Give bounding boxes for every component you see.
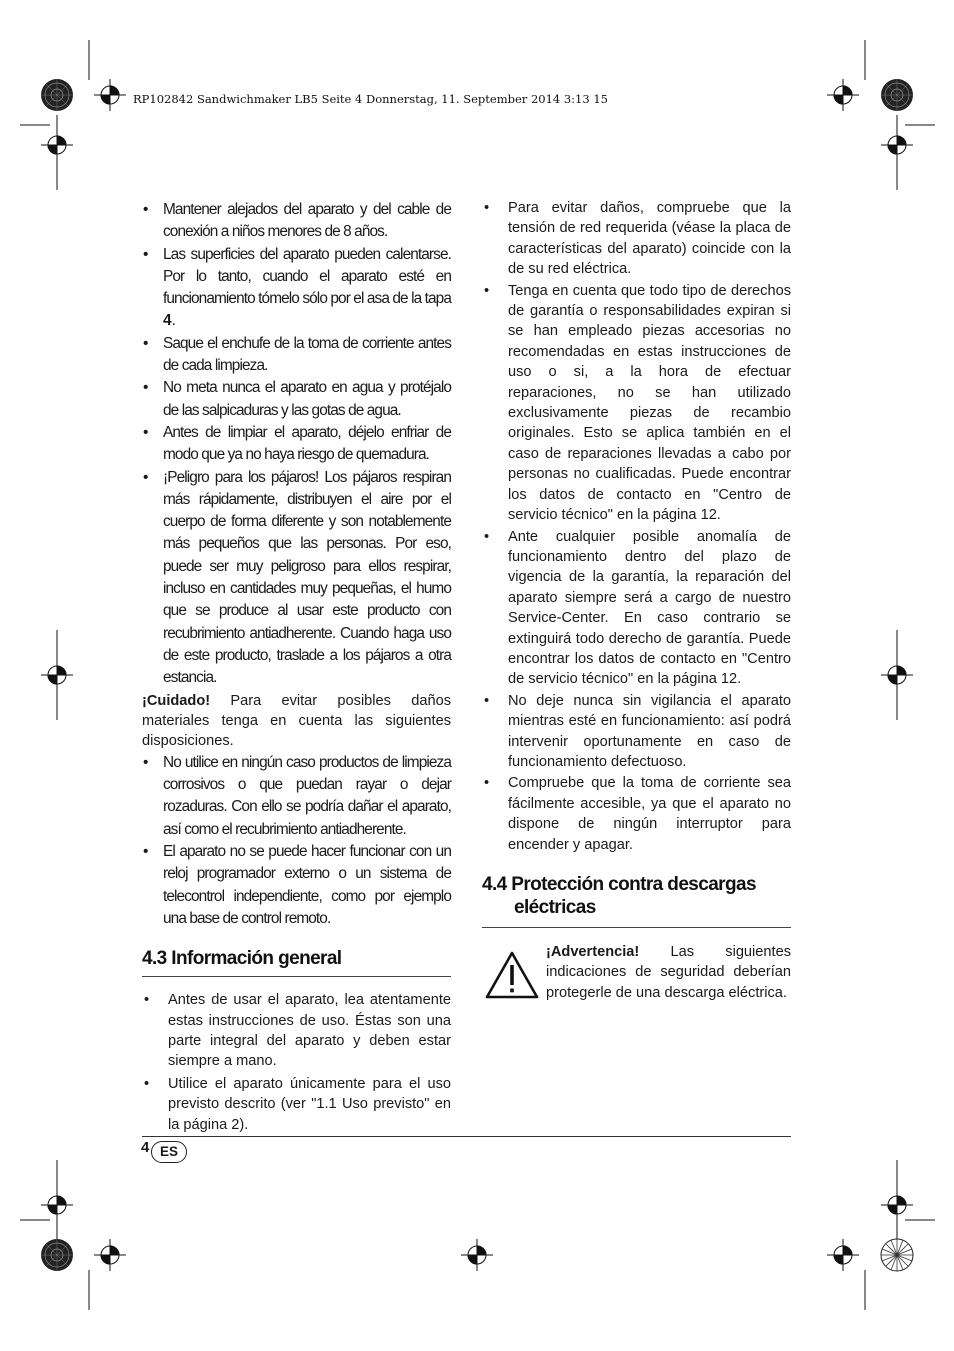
page-number: 4 — [141, 1139, 150, 1156]
list-item: • ¡Peligro para los pájaros! Los pájaros respiran más rápidamente, distribuyen el aire por el cuerpo de forma diferente y son notablemente más pequeños que las personas. Por eso, puede ser muy peligroso para ellos respirar, incluso en cantidades muy pequeñas, el humo que se produce al usar este producto con recubrimiento antiadherente. Cuando haga uso de este producto, traslade a los pájaros a otra estancia. — [143, 468, 451, 687]
print-header: RP102842 Sandwichmaker LB5 Seite 4 Donnerstag, 11. September 2014 3:13 15 — [133, 92, 608, 106]
caution-label: ¡Cuidado! — [142, 692, 211, 709]
bullet-icon: • — [143, 334, 148, 352]
starburst-mark-top-right — [881, 79, 913, 111]
bullet-icon: • — [143, 201, 148, 218]
list-item: • El aparato no se puede hacer funcionar con un reloj programador externo o un sistema de telecontrol independiente, como por ejemplo una base de control remoto. — [143, 842, 451, 927]
registration-mark-top-right — [827, 79, 859, 111]
warning-label: ¡Advertencia! — [546, 944, 640, 960]
registration-mark-left-lower — [41, 1189, 73, 1221]
registration-mark-right-middle — [881, 659, 913, 691]
bullet-icon: • — [143, 379, 148, 397]
registration-mark-left-middle — [41, 659, 73, 691]
bullet-icon: • — [484, 692, 490, 709]
list-item: • Ante cualquier posible anomalía de funcionamiento dentro del plazo de vigencia de la garantía, la reparación del aparato siempre será a cargo de nuestro Service-Center. En caso contrario se extinguirá todo derecho de garantía. Puede encontrar los datos de contacto en "Centro de servicio técnico" en la página 12. — [484, 528, 791, 688]
bullet-icon: • — [484, 200, 490, 216]
registration-mark-bottom-left — [94, 1239, 126, 1271]
bullet-icon: • — [143, 423, 148, 441]
section-title-4-3: 4.3 Información general — [142, 948, 342, 970]
right-column — [482, 198, 791, 1003]
registration-mark-right-upper — [881, 129, 913, 161]
list-item: • Las superficies del aparato pueden calentarse. Por lo tanto, cuando el aparato esté en funcionamiento tómelo sólo por el asa de la tapa 4. — [143, 245, 451, 330]
bullet-icon: • — [144, 992, 150, 1009]
list-item: • Antes de limpiar el aparato, déjelo enfriar de modo que ya no haya riesgo de quemadura. — [143, 423, 451, 464]
registration-mark-left-upper — [41, 129, 73, 161]
bullet-icon: • — [484, 775, 490, 792]
registration-mark-bottom-center — [461, 1239, 493, 1271]
footer-rule — [142, 1136, 791, 1137]
list-item: • Compruebe que la toma de corriente sea fácilmente accesible, ya que el aparato no dispone de ningún interruptor para encender y apagar. — [484, 775, 791, 853]
starburst-mark-top-left — [41, 79, 73, 111]
lid-reference-number: 4 — [163, 312, 172, 330]
left-column — [142, 199, 451, 1135]
warning-text: ¡Advertencia! Las siguientes indicaciones de seguridad deberían protegerle de una descarga eléctrica. — [546, 944, 791, 1001]
list-item: • Antes de usar el aparato, lea atentamente estas instrucciones de uso. Éstas son una parte integral del aparato y deben estar siempre a mano. — [144, 992, 451, 1070]
warning-triangle-icon — [484, 950, 540, 1000]
bullet-icon: • — [144, 1075, 150, 1092]
list-item: • No meta nunca el aparato en agua y protéjalo de las salpicaduras y las gotas de agua. — [143, 379, 451, 419]
section-rule — [142, 976, 451, 977]
list-item: • Utilice el aparato únicamente para el uso previsto descrito (ver "1.1 Uso previsto" en la página 2). — [144, 1075, 451, 1133]
section-rule — [482, 927, 791, 928]
list-item: • Saque el enchufe de la toma de corriente antes de cada limpieza. — [143, 334, 451, 375]
bullet-icon: • — [143, 753, 148, 771]
warranty-list — [482, 198, 791, 855]
list-item: • No utilice en ningún caso productos de limpieza corrosivos o que puedan rayar o dejar rozaduras. Con ello se podría dañar el aparato, así como el recubrimiento antiadherente. — [143, 753, 451, 838]
registration-mark-top-left — [94, 79, 126, 111]
list-item: • No deje nunca sin vigilancia el aparato mientras esté en funcionamiento: así podrá intervenir oportunamente en caso de funcionamiento defectuoso. — [484, 692, 791, 770]
warning-box — [482, 942, 791, 1003]
registration-mark-bottom-right — [827, 1239, 859, 1271]
bullet-icon: • — [484, 282, 490, 299]
caution-note: ¡Cuidado! Para evitar posibles daños materiales tenga en cuenta las siguientes disposiciones. — [142, 692, 451, 750]
list-item: • Mantener alejados del aparato y del cable de conexión a niños menores de 8 años. — [143, 201, 451, 241]
list-item: • Para evitar daños, compruebe que la tensión de red requerida (véase la placa de características del aparato) coincide con la de su red eléctrica. — [484, 200, 791, 278]
language-badge: ES — [151, 1141, 187, 1163]
bullet-icon: • — [143, 842, 148, 860]
safety-list-b — [142, 752, 451, 930]
registration-mark-right-lower — [881, 1189, 913, 1221]
starburst-mark-bottom-left — [41, 1239, 73, 1271]
bullet-icon: • — [143, 245, 148, 263]
general-info-list — [142, 990, 451, 1135]
bullet-icon: • — [484, 528, 490, 545]
section-title-4-4: 4.4 Protección contra descargas eléctricas — [482, 874, 756, 918]
list-item: • Tenga en cuenta que todo tipo de derechos de garantía o responsabilidades expiran si se han empleado piezas accesorias no recomendadas en estas instrucciones de uso o si, a la hora de efectuar reparaciones, no se han utilizado exclusivamente piezas de recambio originales. Esto se aplica también en el caso de reparaciones llevadas a cabo por personas no cualificadas. Puede encontrar los datos de contacto en "Centro de servicio técnico" en la página 12. — [484, 282, 791, 524]
starburst-mark-bottom-right — [881, 1239, 913, 1271]
safety-list-a — [142, 199, 451, 690]
bullet-icon: • — [143, 468, 148, 486]
